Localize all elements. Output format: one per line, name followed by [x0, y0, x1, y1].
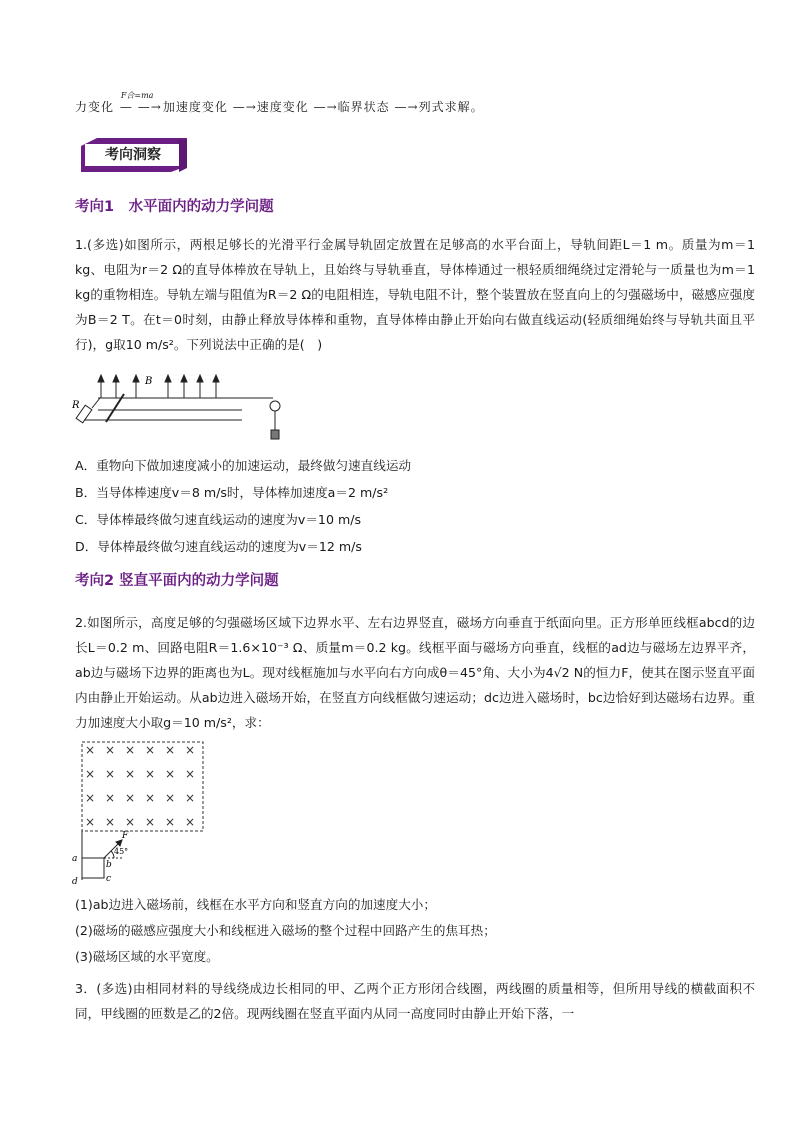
field-cross-icon: × [105, 815, 116, 829]
fig2-label-F: F [122, 831, 129, 841]
field-cross-icon: × [125, 791, 136, 805]
fig1-label-R: R [72, 400, 80, 411]
field-cross-icon: × [105, 791, 116, 805]
topic-1-heading: 考向1 水平面内的动力学问题 [75, 199, 274, 215]
flow-arrow-icon: —→ [313, 100, 338, 114]
question-2-part-3: (3)磁场区域的水平宽度。 [75, 949, 219, 964]
field-cross-icon: × [185, 743, 196, 757]
fig1-label-B: B [145, 376, 153, 387]
field-cross-icon: × [145, 791, 156, 805]
question-2-part-1: (1)ab边进入磁场前，线框在水平方向和竖直方向的加速度大小； [75, 897, 436, 912]
fig2-label-c: c [106, 874, 112, 884]
flow-step-4: 列式求解。 [418, 100, 484, 114]
flow-step-1: 加速度变化 [162, 100, 228, 114]
flow-arrow-fma: F合=ma — —→ [119, 91, 162, 114]
question-3-text: 3．(多选)由相同材料的导线绕成边长相同的甲、乙两个正方形闭合线圈，两线圈的质量相等，但所用导线的横截面积不同，甲线圈的匝数是乙的2倍。现两线圈在竖直平面内从同一高度同时由静止开始下落，一 [75, 981, 755, 1021]
option-c: C．导体棒最终做匀速直线运动的速度为v＝10 m/s [75, 512, 362, 527]
option-a: A．重物向下做加速度减小的加速运动，最终做匀速直线运动 [75, 458, 412, 473]
fma-label: F合=ma [120, 91, 154, 100]
question-2-part-2: (2)磁场的磁感应强度大小和线框进入磁场的整个过程中回路产生的焦耳热； [75, 923, 496, 938]
process-flow [75, 91, 484, 115]
field-cross-icon: × [165, 815, 176, 829]
field-cross-icon: × [185, 791, 196, 805]
field-cross-icon: × [105, 767, 116, 781]
field-cross-icon: × [85, 767, 96, 781]
flow-step-2: 速度变化 [256, 100, 309, 114]
fig2-label-d: d [72, 877, 78, 886]
flow-start: 力变化 [75, 100, 115, 114]
field-cross-icon: × [145, 743, 156, 757]
field-cross-icon: × [105, 743, 116, 757]
field-cross-icon: × [85, 815, 96, 829]
option-b: B．当导体棒速度v＝8 m/s时，导体棒加速度a＝2 m/s² [75, 485, 389, 500]
flow-arrow-icon: —→ [394, 100, 419, 114]
field-cross-icon: × [125, 815, 136, 829]
flow-step-3: 临界状态 [337, 100, 390, 114]
field-cross-icon: × [165, 791, 176, 805]
field-cross-icon: × [165, 743, 176, 757]
field-cross-icon: × [145, 815, 156, 829]
field-cross-icon: × [185, 815, 196, 829]
field-cross-icon: × [125, 767, 136, 781]
field-cross-icon: × [85, 743, 96, 757]
magnetic-field-diagram [70, 740, 210, 886]
rail-diagram [72, 368, 287, 444]
field-cross-icon: × [165, 767, 176, 781]
fig2-label-a: a [72, 854, 78, 864]
fig2-label-b: b [106, 860, 112, 870]
question-2-text: 2.如图所示，高度足够的匀强磁场区域下边界水平、左右边界竖直，磁场方向垂直于纸面向里。正方形单匝线框abcd的边长L＝0.2 m、回路电阻R＝1.6×10⁻³ Ω、质量m＝0.2 kg。线框平面与磁场方向垂直，线框的ad边与磁场左边界平齐，ab边与磁场下边界的距离也为L。现对线框施加与水平向右方向成θ＝45°角、大小为4√2 N的恒力F，使其在图示竖直平面内由静止开始运动。从ab边进入磁场开始，在竖直方向线框做匀速运动；dc边进入磁场时，bc边恰好到达磁场右边界。重力加速度大小取g＝10 m/s²，求： [75, 615, 755, 730]
field-cross-icon: × [125, 743, 136, 757]
question-1-text: 1.(多选)如图所示，两根足够长的光滑平行金属导轨固定放置在足够高的水平台面上，导轨间距L＝1 m。质量为m＝1 kg、电阻为r＝2 Ω的直导体棒放在导轨上，且始终与导轨垂直，导体棒通过一根轻质细绳绕过定滑轮与一质量也为m＝1 kg的重物相连。导轨左端与阻值为R＝2 Ω的电阻相连，导轨电阻不计，整个装置放在竖直向上的匀强磁场中，磁感应强度为B＝2 T。在t＝0时刻，由静止释放导体棒和重物，直导体棒由静止开始向右做直线运动(轻质细绳始终与导轨共面且平行)，g取10 m/s²。下列说法中正确的是( ) [75, 237, 755, 352]
section-badge-label: 考向洞察 [105, 147, 161, 163]
flow-arrow-icon: —→ [232, 100, 257, 114]
field-cross-icon: × [145, 767, 156, 781]
fig2-label-angle: 45° [114, 847, 129, 856]
option-d: D．导体棒最终做匀速直线运动的速度为v＝12 m/s [75, 539, 362, 554]
section-badge [75, 136, 193, 174]
topic-2-heading: 考向2 竖直平面内的动力学问题 [75, 573, 279, 589]
field-cross-icon: × [185, 767, 196, 781]
field-cross-icon: × [85, 791, 96, 805]
